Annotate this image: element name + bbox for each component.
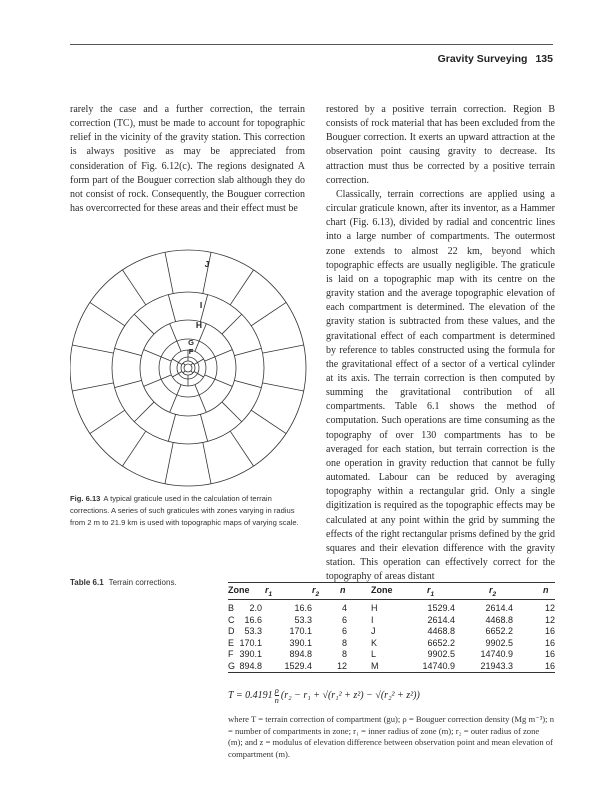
- radial-divider: [222, 402, 242, 422]
- running-title: Gravity Surveying: [437, 53, 528, 65]
- table-cell: 16: [544, 649, 555, 659]
- radial-divider: [191, 363, 193, 365]
- table-cell: 1529.4: [427, 603, 455, 613]
- table-cell: 6652.2: [427, 637, 455, 648]
- table-cell: 16: [544, 626, 555, 636]
- radial-divider: [200, 414, 207, 441]
- zone-label-h: H: [195, 320, 203, 330]
- radial-divider: [72, 345, 113, 353]
- table-cell: J: [371, 626, 376, 636]
- radial-divider: [72, 383, 113, 391]
- radial-divider: [183, 363, 185, 365]
- radial-divider: [161, 375, 171, 379]
- radial-divider: [177, 341, 181, 351]
- radial-divider: [191, 371, 193, 373]
- radial-divider: [161, 357, 171, 361]
- table-header-1: $r_1$: [265, 585, 273, 598]
- table-header-4: Zone: [371, 585, 393, 595]
- radial-divider: [198, 359, 204, 363]
- table-cell: 53.3: [244, 626, 262, 636]
- zone-label-j: J: [204, 259, 210, 269]
- terrain-correction-formula: [228, 686, 420, 705]
- left-paragraph-1: rarely the case and a further correction, the terrain correction (TC), must be made to account for topographic relief in the vicinity of the gravity station. This correction is always positive as may be appreciated from consideration of Fig. 6.12(c). The regions designated A form part of the Bouguer correction slab although they do not consist of rock. Consequently, the Bouguer correction has overcorrected for these areas and their effect must be: [70, 104, 305, 215]
- table-cell: C: [228, 614, 235, 625]
- radial-divider: [205, 375, 215, 379]
- radial-divider: [172, 359, 178, 363]
- table-caption-text: Terrain corrections.: [108, 578, 177, 587]
- radial-divider: [263, 383, 304, 391]
- table-header-7: n: [543, 585, 549, 595]
- radial-divider: [230, 431, 253, 466]
- table-header-0: Zone: [228, 585, 250, 595]
- formula-rhs: (r₂ − r₁ + √(r₁² + z²) − √(r₂² + z²)): [280, 689, 420, 701]
- table-cell: 14740.9: [422, 660, 455, 671]
- radial-divider: [165, 443, 173, 484]
- radial-divider: [194, 372, 197, 374]
- radial-divider: [170, 395, 177, 413]
- table-header-3: n: [340, 585, 346, 595]
- table-cell: 894.8: [289, 649, 312, 659]
- radial-divider: [198, 374, 204, 378]
- radial-divider: [90, 410, 125, 433]
- zone-label-g: G: [188, 338, 194, 347]
- right-paragraph-1: restored by a positive terrain correction. Region B consists of rock material that has been excluded from the Bouguer correction. It exerts an upward attraction at the observation point causing gravity to decrease. Its attraction must thus be corrected by a positive terrain correction.: [326, 104, 555, 186]
- radial-divider: [230, 270, 253, 305]
- radial-divider: [134, 314, 154, 334]
- formula-numerator: ρ: [274, 685, 279, 695]
- table-header-rule: [228, 599, 555, 600]
- table-cell: 8: [341, 637, 347, 648]
- table-header-5: $r_1$: [427, 585, 435, 598]
- radial-divider: [134, 402, 154, 422]
- table-cell: 12: [544, 603, 555, 613]
- table-cell: M: [371, 660, 379, 671]
- formula-denominator: n: [274, 695, 279, 705]
- radial-divider: [122, 270, 145, 305]
- formula-legend: where T = terrain correction of compartment (gu); ρ = Bouguer correction density (Mg m⁻³); n = number of compartments in zone; r₁ = inner radius of zone (m); r₂ = outer radius of zone (m); and z = modulus of elevation difference between observation point and mean elevation of compartment (m).: [228, 714, 554, 759]
- table-cell: D: [228, 626, 235, 636]
- table-cell: 2.0: [249, 603, 262, 613]
- table-cell: 53.3: [294, 614, 312, 625]
- radial-divider: [144, 350, 162, 357]
- right-column: [326, 103, 555, 584]
- radial-divider: [205, 357, 215, 361]
- radial-divider: [177, 385, 181, 395]
- radial-divider: [178, 363, 181, 365]
- zone-ring-1: [184, 364, 192, 372]
- table-cell: I: [371, 614, 374, 625]
- radial-divider: [90, 302, 125, 325]
- table-cell: 170.1: [289, 626, 312, 636]
- radial-divider: [251, 302, 286, 325]
- radial-divider: [195, 385, 199, 395]
- table-cell: 9902.5: [427, 649, 455, 659]
- formula-lhs: T = 0.4191: [228, 689, 273, 701]
- table-cell: 2614.4: [485, 603, 513, 613]
- zone-label-i: I: [199, 300, 203, 310]
- table-cell: 14740.9: [480, 649, 513, 659]
- radial-divider: [170, 324, 177, 342]
- table-cell: F: [228, 649, 234, 659]
- table-cell: 6: [341, 614, 347, 625]
- radial-divider: [168, 414, 175, 441]
- table-cell: 8: [341, 649, 347, 659]
- running-header: [438, 53, 553, 65]
- table-bottom-rule: [228, 672, 555, 673]
- radial-divider: [251, 410, 286, 433]
- radial-divider: [203, 443, 211, 484]
- radial-divider: [234, 380, 261, 387]
- zone-label-f: F: [188, 347, 194, 356]
- table-cell: 390.1: [239, 649, 262, 659]
- table-caption-label: Table 6.1: [70, 578, 104, 587]
- radial-divider: [144, 379, 162, 386]
- table-cell: 6652.2: [485, 626, 513, 636]
- graticule-diagram: [70, 230, 310, 510]
- header-rule: [70, 44, 553, 45]
- figure-caption-label: Fig. 6.13: [70, 494, 101, 503]
- table-cell: 1529.4: [284, 660, 312, 671]
- table-cell: 16.6: [244, 614, 262, 625]
- table-cell: B: [228, 603, 235, 613]
- table-caption: [70, 578, 177, 587]
- radial-divider: [165, 252, 173, 293]
- right-paragraph-2: Classically, terrain corrections are applied using a circular graticule known, after its inventor, as a Hammer chart (Fig. 6.13), divided by radial and concentric lines into a large number of compartments. The outermost zone extends to almost 22 km, beyond which topographic effects are usually negligible. The graticule is laid on a topographic map with its centre on the gravity station and the average topographic elevation of each compartment is determined. The elevation of the gravity station is subtracted from these values, and the gravitational effect of each compartment is determined by reference to tables constructed using the formula for the gravitational effect of a sector of a vertical cylinder at its axis. The terrain correction is then computed by summing the gravitational contribution of all compartments. Table 6.1 shows the method of computation. Such operations are time consuming as the topography of over 130 compartments has to be averaged for each station, but terrain correction is the one operation in gravity reduction that cannot be fully automated. Labour can be reduced by averaging topography within a rectangular grid. Only a single digitization is required as the topographic effects may be calculated at any point within the grid by summing the effects of the right rectangular prisms defined by the grid squares and their elevation difference with the gravity station. This operation can effectively correct for the topography of areas distant: [326, 188, 555, 583]
- table-cell: E: [228, 637, 235, 648]
- table-cell: K: [371, 637, 378, 648]
- table-cell: 4: [341, 603, 347, 613]
- figure-caption-text: A typical graticule used in the calculation of terrain corrections. A series of such graticules with zones varying in radius from 2 m to 21.9 km is used with topographic maps of varying scale.: [70, 494, 299, 527]
- radial-divider: [215, 350, 233, 357]
- table-top-rule: [228, 582, 555, 583]
- hammer-chart-figure: [70, 230, 310, 510]
- radial-divider: [222, 314, 242, 334]
- table-header-6: $r_2$: [489, 585, 497, 598]
- table-cell: 4468.8: [427, 626, 455, 636]
- zone-ring-8: [70, 250, 306, 486]
- table-cell: L: [371, 649, 377, 659]
- radial-divider: [115, 348, 142, 355]
- radial-divider: [194, 363, 197, 365]
- radial-divider: [115, 380, 142, 387]
- table-cell: 170.1: [239, 637, 262, 648]
- radial-divider: [122, 431, 145, 466]
- table-cell: G: [228, 660, 236, 671]
- table-cell: 9902.5: [485, 637, 513, 648]
- table-cell: 390.1: [289, 637, 312, 648]
- figure-caption: [70, 493, 308, 528]
- table-cell: 21943.3: [480, 660, 513, 671]
- left-column: [70, 103, 305, 216]
- radial-divider: [199, 395, 206, 413]
- radial-divider: [195, 341, 199, 351]
- table-cell: 2614.4: [427, 614, 455, 625]
- radial-divider: [215, 379, 233, 386]
- radial-divider: [172, 374, 178, 378]
- table-cell: H: [371, 603, 378, 613]
- radial-divider: [168, 295, 175, 322]
- table-cell: 16: [544, 637, 555, 648]
- table-cell: 16: [544, 660, 555, 671]
- table-cell: 894.8: [239, 660, 262, 671]
- table-header-2: $r_2$: [312, 585, 320, 598]
- table-cell: 4468.8: [485, 614, 513, 625]
- table-cell: 16.6: [294, 603, 312, 613]
- radial-divider: [178, 372, 181, 374]
- radial-divider: [183, 371, 185, 373]
- page-number: 135: [535, 53, 553, 65]
- radial-divider: [234, 348, 261, 355]
- table-cell: 12: [336, 660, 347, 671]
- zone-ring-6: [140, 320, 236, 416]
- radial-divider: [263, 345, 304, 353]
- table-cell: 12: [544, 614, 555, 625]
- table-cell: 6: [341, 626, 347, 636]
